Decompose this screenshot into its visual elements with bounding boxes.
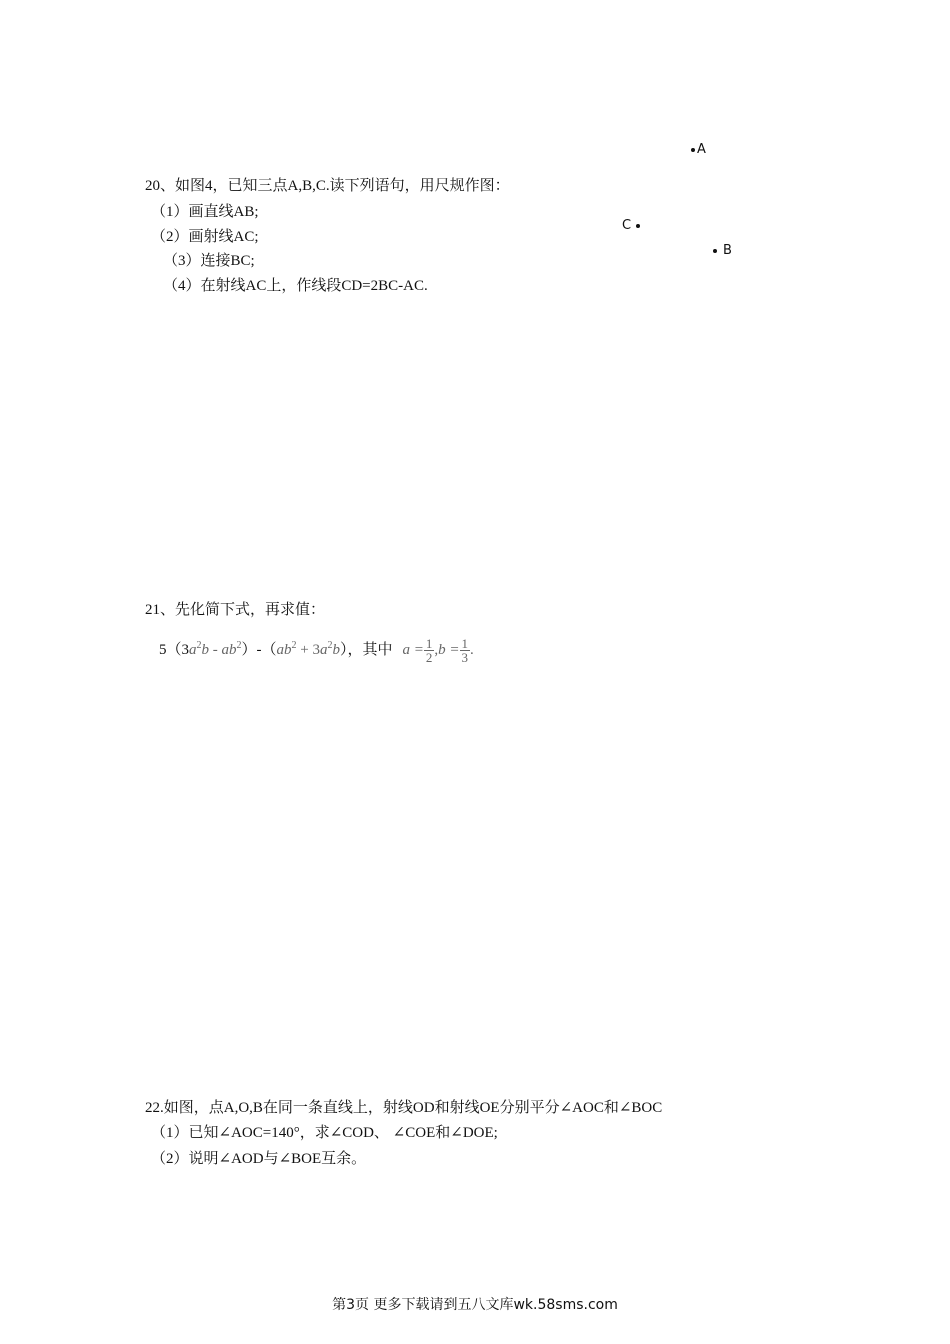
- expr-t2-var: ab: [221, 642, 237, 658]
- point-c-label: C: [622, 218, 632, 233]
- fraction-b-numerator: 1: [461, 636, 468, 652]
- q22-stem: 22.如图，点A,O,B在同一条直线上，射线OD和射线OE分别平分∠AOC和∠BOC: [145, 1100, 663, 1116]
- fraction-b-denominator: 3: [461, 650, 468, 666]
- expr-minus: -: [209, 642, 222, 658]
- fraction-a-numerator: 1: [425, 636, 433, 652]
- fraction-b: [460, 637, 471, 664]
- point-b-label: B: [723, 243, 732, 258]
- q20-item-3: （3）连接BC;: [163, 253, 255, 269]
- point-a-label: A: [697, 142, 706, 157]
- q20-item-2: （2）画射线AC;: [151, 229, 259, 245]
- q22-item-2: （2）说明∠AOD与∠BOE互余。: [151, 1151, 367, 1167]
- point-c-dot: [636, 224, 640, 228]
- expr-t2-exp: 2: [236, 640, 242, 651]
- expr-t1-var2: b: [201, 642, 210, 658]
- q20-item-4: （4）在射线AC上，作线段CD=2BC-AC.: [163, 278, 428, 294]
- point-b-dot: [713, 249, 717, 253]
- fraction-a: [424, 637, 435, 664]
- q20-stem: 20、如图4，已知三点A,B,C.读下列语句，用尺规作图：: [145, 178, 510, 194]
- expr-close: ），其中: [339, 642, 393, 658]
- expr-a-eq: a =: [402, 642, 424, 658]
- expr-b-eq: b =: [438, 642, 460, 658]
- expr-t4-var: a: [319, 642, 328, 658]
- expr-t4-exp: 2: [327, 640, 333, 651]
- expr-t1-var: a: [189, 642, 197, 658]
- q20-item-1: （1）画直线AB;: [151, 204, 259, 220]
- fraction-a-denominator: 2: [425, 650, 433, 666]
- expr-close-open: ）-（: [241, 642, 277, 658]
- page-footer: 第3页 更多下载请到五八文库wk.58sms.com: [332, 1297, 618, 1313]
- expr-t4-var2: b: [332, 642, 340, 658]
- expr-t3-var: ab: [276, 642, 292, 658]
- q21-expression: [159, 627, 474, 667]
- expr-t3-exp: 2: [291, 640, 297, 651]
- expr-end: .: [470, 642, 474, 658]
- q21-stem: 21、先化简下式，再求值：: [145, 602, 326, 618]
- expr-t1-exp: 2: [196, 640, 202, 651]
- point-a-dot: [691, 148, 695, 152]
- expr-coef: 5（3: [159, 642, 190, 658]
- q22-item-1: （1）已知∠AOC=140°，求∠COD、 ∠COE和∠DOE;: [151, 1125, 498, 1141]
- expr-sep: ,: [434, 642, 439, 658]
- expr-plus: + 3: [296, 642, 320, 658]
